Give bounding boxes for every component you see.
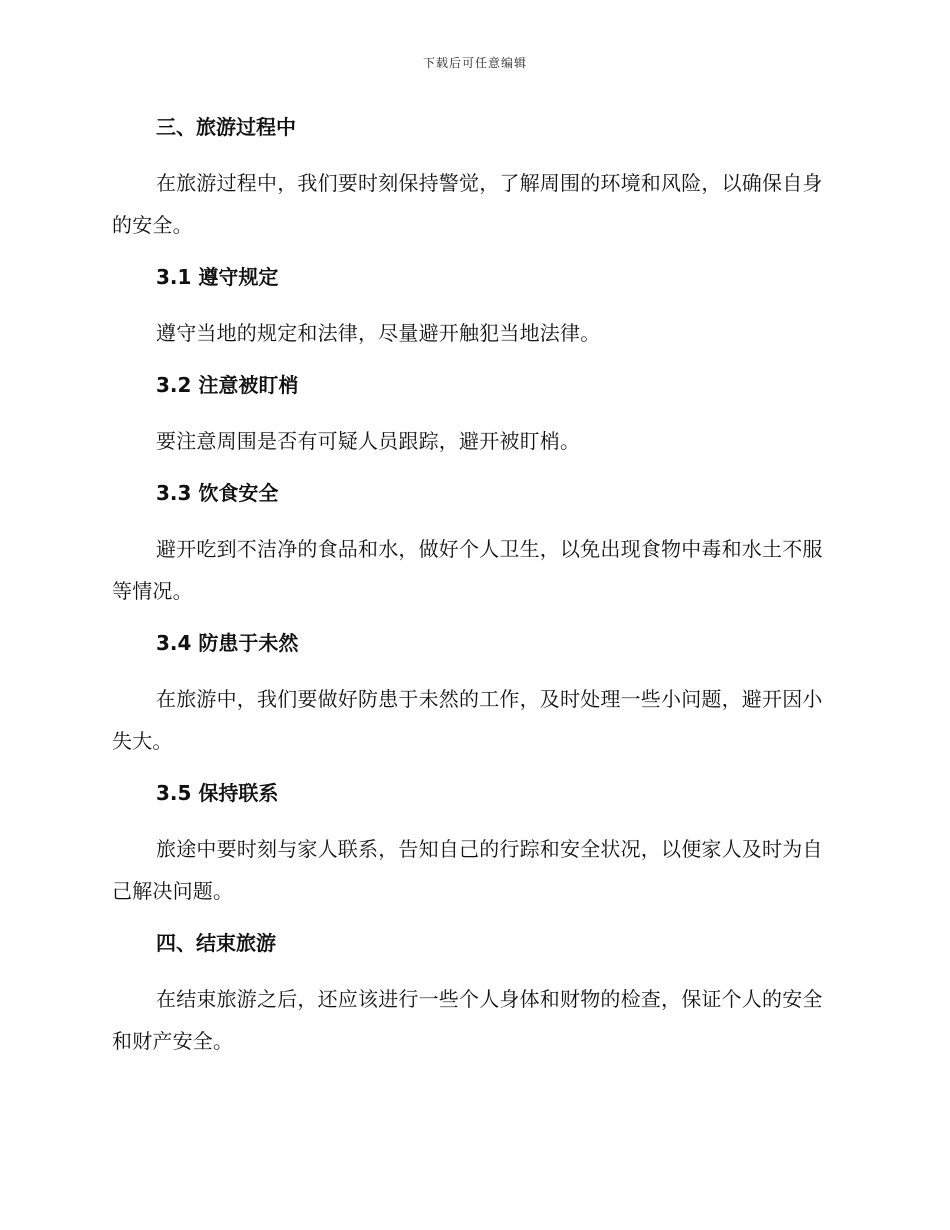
section-heading-3-5: 3.5 保持联系 [156, 781, 279, 805]
header-note: 下载后可任意编辑 [422, 56, 527, 70]
paragraph-3-1: 遵守当地的规定和法律，尽量避开触犯当地法律。 [156, 321, 601, 345]
section-heading-3-4: 3.4 防患于未然 [156, 631, 299, 655]
paragraph-3-4: 在旅游中，我们要做好防患于未然的工作，及时处理一些小问题，避开因小失大。 [112, 687, 823, 753]
section-heading-travel-process: 三、旅游过程中 [156, 115, 296, 139]
section-heading-3-1: 3.1 遵守规定 [156, 265, 279, 289]
paragraph-3-5: 旅途中要时刻与家人联系，告知自己的行踪和安全状况，以便家人及时为自己解决问题。 [112, 837, 823, 903]
paragraph-travel-process: 在旅游过程中，我们要时刻保持警觉，了解周围的环境和风险，以确保自身的安全。 [112, 171, 823, 237]
section-heading-end-travel: 四、结束旅游 [156, 931, 276, 955]
document-body [112, 108, 832, 1074]
section-heading-3-2: 3.2 注意被盯梢 [156, 373, 299, 397]
section-heading-3-3: 3.3 饮食安全 [156, 481, 279, 505]
paragraph-3-2: 要注意周围是否有可疑人员跟踪，避开被盯梢。 [156, 429, 581, 453]
paragraph-3-3: 避开吃到不洁净的食品和水，做好个人卫生，以免出现食物中毒和水土不服等情况。 [112, 537, 823, 603]
paragraph-end-travel: 在结束旅游之后，还应该进行一些个人身体和财物的检查，保证个人的安全和财产安全。 [112, 987, 823, 1053]
